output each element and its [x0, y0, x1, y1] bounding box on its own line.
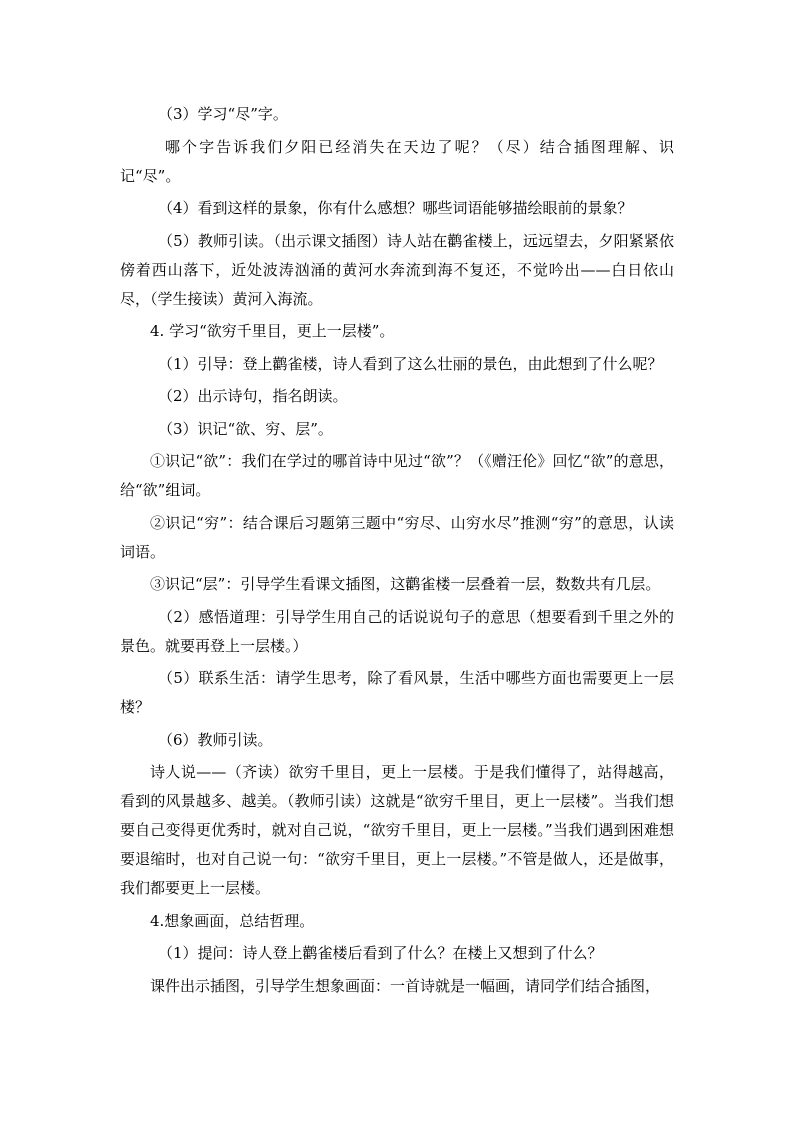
paragraph: （2）感悟道理：引导学生用自己的话说说句子的意思（想要看到千里之外的景色。就要再登上一层楼。）: [120, 607, 674, 655]
paragraph: 哪个字告诉我们夕阳已经消失在天边了呢？（尽）结合插图理解、识记“尽”。: [120, 137, 674, 185]
paragraph: ②识记“穷”：结合课后习题第三题中“穷尽、山穷水尽”推测“穷”的意思，认读词语。: [120, 513, 674, 561]
paragraph: （6）教师引读。: [158, 730, 273, 749]
paragraph: 4.想象画面，总结哲理。: [150, 911, 315, 930]
paragraph: 4. 学习“欲穷千里目，更上一层楼”。: [150, 322, 395, 340]
paragraph: （5）联系生活：请学生思考，除了看风景，生活中哪些方面也需要更上一层楼？: [120, 669, 674, 716]
paragraph: （2）出示诗句，指名朗读。: [158, 387, 348, 405]
paragraph: ③识记“层”：引导学生看课文插图，这鹳雀楼一层叠着一层，数数共有几层。: [150, 575, 661, 593]
paragraph: （5）教师引读。（出示课文插图）诗人站在鹳雀楼上，远远望去，夕阳紧紧依傍着西山落下，近处波涛汹涌的黄河水奔流到海不复还，不觉吟出——白日依山尽，（学生接读）黄河入海流。: [120, 231, 674, 308]
paragraph: （4）看到这样的景象，你有什么感想？哪些词语能够描绘眼前的景象？: [158, 199, 633, 217]
paragraph: 诗人说——（齐读）欲穷千里目，更上一层楼。于是我们懂得了，站得越高，看到的风景越多、越美。（教师引读）这就是“欲穷千里目，更上一层楼”。当我们想要自己变得更优秀时，就对自己说，“欲穷千里目，更上一层楼。”当我们遇到困难想要退缩时，也对自己说一句：“欲穷千里目，更上一层楼。”不管是做人，还是做事，我们都要更上一层楼。: [120, 763, 674, 897]
paragraph: （3）学习“尽”字。: [158, 105, 288, 123]
paragraph: ①识记“欲”：我们在学过的哪首诗中见过“欲”？（《赠汪伦》回忆“欲”的意思，给“欲”组词。: [120, 452, 674, 499]
paragraph: （1）提问：诗人登上鹳雀楼后看到了什么？在楼上又想到了什么？: [158, 944, 603, 962]
document-body: [120, 100, 674, 1004]
paragraph: 课件出示插图，引导学生想象画面：一首诗就是一幅画，请同学们结合插图，: [150, 976, 661, 995]
paragraph: （1）引导：登上鹳雀楼，诗人看到了这么壮丽的景色，由此想到了什么呢？: [158, 354, 663, 373]
paragraph: （3）识记“欲、穷、层”。: [158, 419, 333, 438]
